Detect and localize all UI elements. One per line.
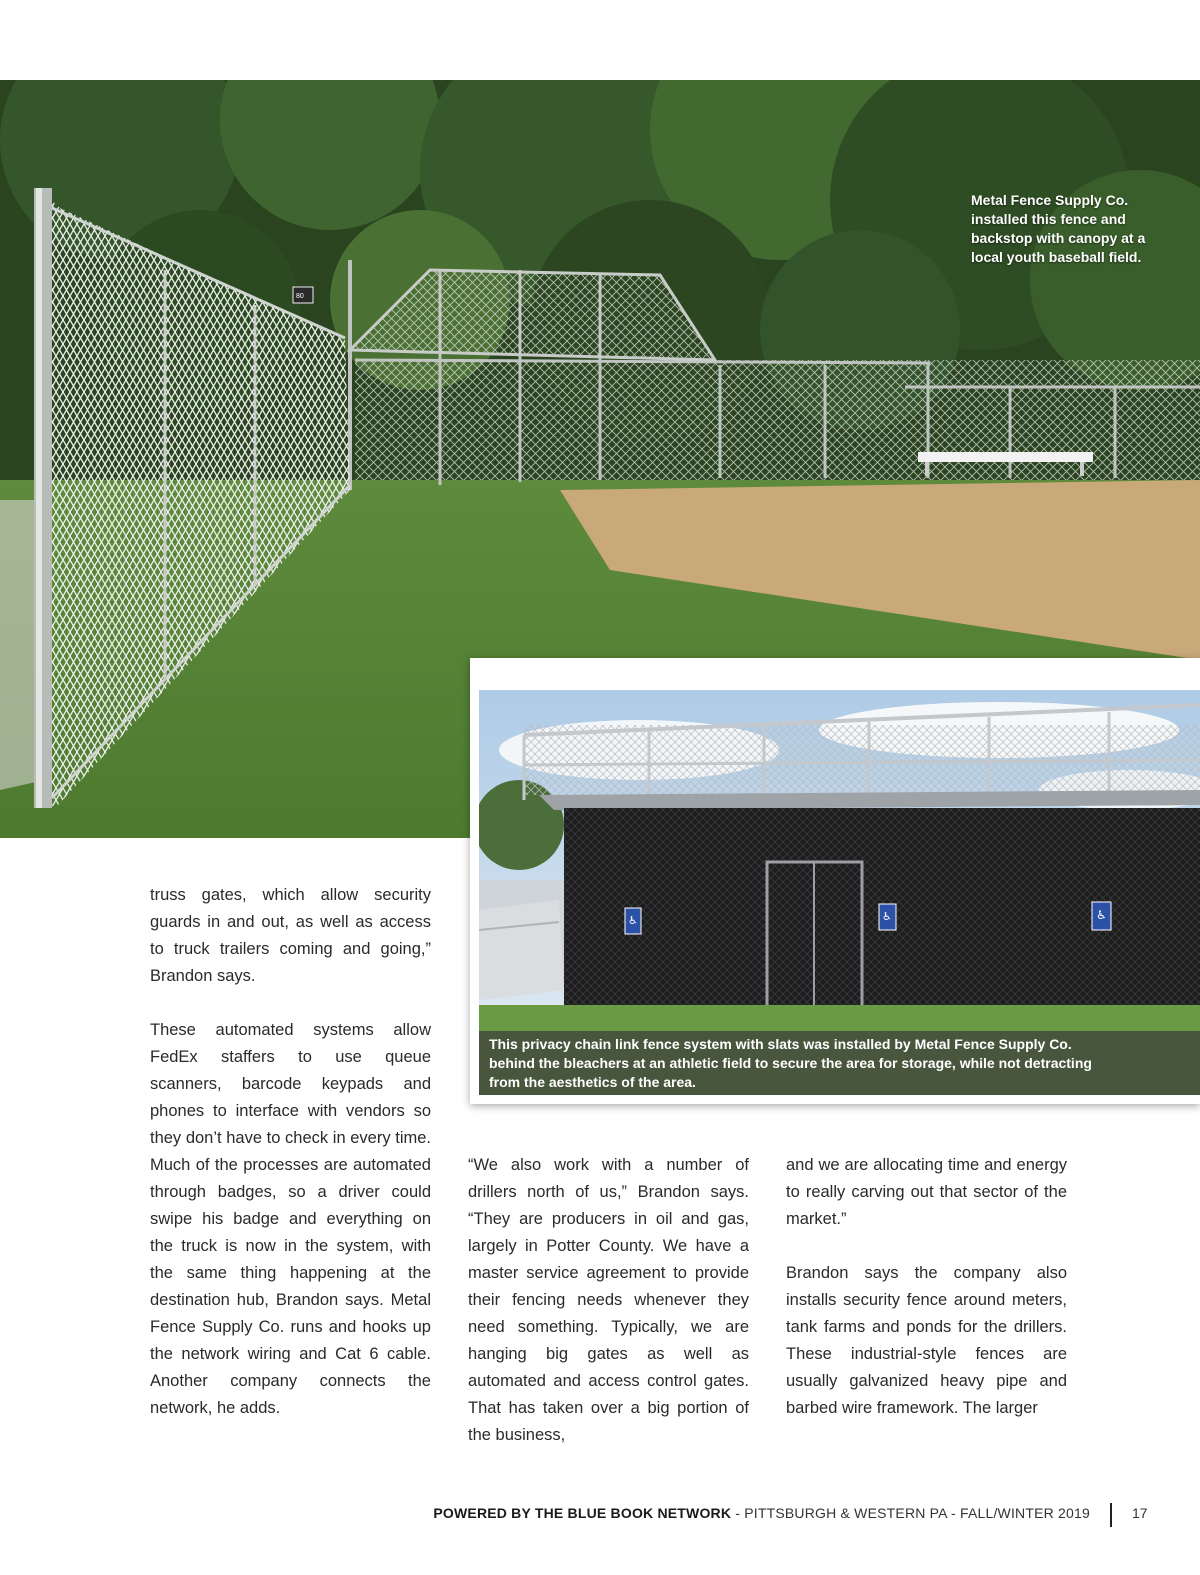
paragraph: truss gates, which allow security guards in and out, as well as access to truck trailers coming and going,” Brandon says.: [150, 886, 431, 985]
inset-caption-bar: [479, 1031, 1200, 1095]
accessible-parking-icon: [1092, 902, 1111, 930]
svg-text:♿: ♿: [628, 914, 638, 927]
paragraph: Brandon says the company also installs security fence around meters, tank farms and ponds for the drillers. These industrial-style fences are usually galvanized heavy pipe and barbed wire framework. The larger: [786, 1264, 1067, 1417]
field-sign-text: 80: [296, 293, 304, 300]
page-number: 17: [1132, 1505, 1148, 1521]
footer-brand: POWERED BY THE BLUE BOOK NETWORK: [433, 1505, 732, 1521]
paragraph: These automated systems allow FedEx staffers to use queue scanners, barcode keypads and phones to interface with vendors so they don’t have to check in every time. Much of the processes are automated through badges, so a driver could swipe his badge and everything on the truck is now in the system, with the same thing happening at the destination hub, Brandon says. Metal Fence Supply Co. runs and hooks up the network wiring and Cat 6 cable. Another company connects the network, he adds.: [150, 1021, 431, 1417]
paragraph: and we are allocating time and energy to really carving out that sector of the market.”: [786, 1156, 1067, 1228]
article-column-2: [468, 1152, 749, 1476]
inset-photo-frame: [470, 658, 1200, 1104]
footer-edition: - PITTSBURGH & WESTERN PA - FALL/WINTER 2019: [731, 1505, 1090, 1521]
page-footer: [433, 1505, 1090, 1521]
article-column-3: [786, 1152, 1067, 1449]
accessible-parking-icon: [879, 904, 896, 930]
accessible-parking-icon: [625, 908, 641, 934]
article-column-1: [150, 882, 431, 1449]
paragraph: “We also work with a number of drillers north of us,” Brandon says. “They are producers in oil and gas, largely in Potter County. We have a master service agreement to provide their fencing needs whenever they need something. Typically, we are hanging big gates as well as automated and access control gates. That has taken over a big portion of the business,: [468, 1156, 749, 1444]
svg-text:♿: ♿: [1096, 908, 1107, 922]
inset-photo-caption: This privacy chain link fence system with slats was installed by Metal Fence Supply Co. behind the bleachers at an athletic field to secure the area for storage, while not detracting from the aesthetics of the area.: [489, 1036, 1092, 1090]
svg-text:♿: ♿: [882, 910, 892, 923]
hero-photo-caption: Metal Fence Supply Co. installed this fence and backstop with canopy at a local youth baseball field.: [971, 192, 1146, 265]
footer-divider: [1110, 1503, 1112, 1527]
